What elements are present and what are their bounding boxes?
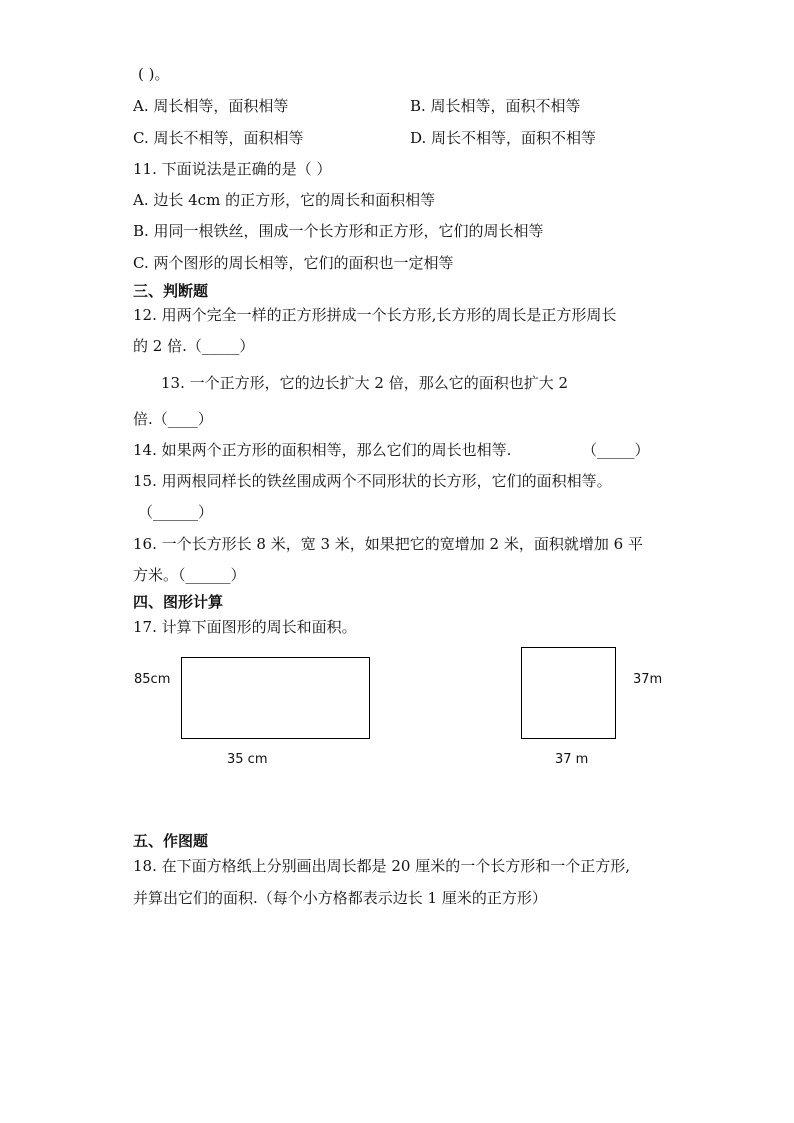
q10-option-a: A. 周长相等，面积相等 (133, 97, 289, 115)
q10-option-c: C. 周长不相等，面积相等 (133, 129, 304, 147)
q10-answer-blank: ( )。 (138, 65, 170, 83)
q15-line1: 15. 用两根同样长的铁丝围成两个不同形状的长方形，它们的面积相等。 (133, 472, 612, 490)
square-bottom-label: 37 m (555, 752, 589, 767)
q11-option-c: C. 两个图形的周长相等，它们的面积也一定相等 (133, 254, 454, 272)
q13-line1: 13. 一个正方形，它的边长扩大 2 倍，那么它的面积也扩大 2 (161, 374, 569, 392)
q18-line1: 18. 在下面方格纸上分别画出周长都是 20 厘米的一个长方形和一个正方形, (133, 857, 631, 875)
section-title-judgement: 三、判断题 (133, 282, 209, 300)
q15-line2: （______） (138, 503, 214, 521)
q12-line2: 的 2 倍.（_____） (133, 337, 255, 355)
square-side-label: 37m (633, 672, 663, 687)
rect-width-label: 35 cm (227, 752, 268, 767)
rect-height-label: 85cm (134, 672, 171, 687)
q18-line2: 并算出它们的面积.（每个小方格都表示边长 1 厘米的正方形） (133, 889, 547, 907)
section-title-figure-calc: 四、图形计算 (133, 593, 224, 611)
section-title-drawing: 五、作图题 (133, 832, 209, 850)
q17-stem: 17. 计算下面图形的周长和面积。 (133, 618, 357, 636)
q11-option-a: A. 边长 4cm 的正方形，它的周长和面积相等 (133, 191, 436, 209)
q10-option-d: D. 周长不相等，面积不相等 (410, 129, 597, 147)
q14-text: 14. 如果两个正方形的面积相等，那么它们的周长也相等. (133, 441, 512, 459)
square-figure (521, 647, 616, 739)
rectangle-figure (181, 657, 370, 739)
q14-blank: （_____） (582, 441, 650, 459)
q12-line1: 12. 用两个完全一样的正方形拼成一个长方形,长方形的周长是正方形周长 (133, 306, 617, 324)
q16-line1: 16. 一个长方形长 8 米，宽 3 米，如果把它的宽增加 2 米，面积就增加 6 平 (133, 535, 643, 553)
q10-option-b: B. 周长相等，面积不相等 (410, 97, 581, 115)
q11-stem: 11. 下面说法是正确的是（ ） (133, 160, 332, 178)
q13-line2: 倍.（____） (133, 410, 213, 428)
q16-line2: 方米。（______） (133, 566, 246, 584)
q11-option-b: B. 用同一根铁丝，围成一个长方形和正方形，它们的周长相等 (133, 222, 544, 240)
